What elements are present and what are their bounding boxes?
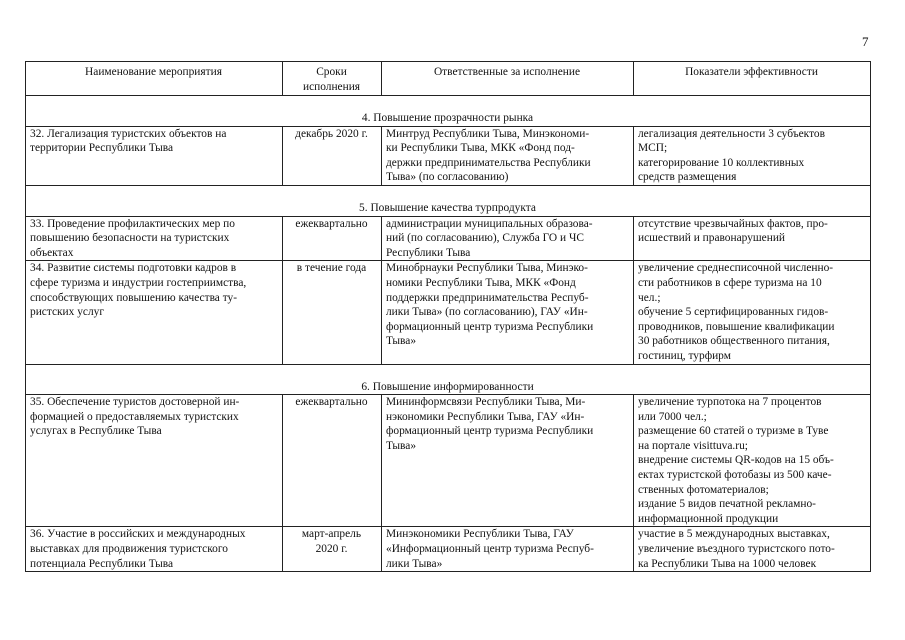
cell-text-line: лики Тыва» — [386, 557, 443, 570]
cell-text-line: Республики Тыва — [386, 246, 471, 259]
cell-responsible — [382, 126, 634, 185]
cell-text-line: 36. Участие в российских и международных — [30, 528, 246, 541]
cell-text-line: поддержки предпринимательства Респуб- — [386, 291, 589, 304]
cell-text-line: ственных фотоматериалов; — [638, 483, 769, 496]
cell-indicators — [634, 216, 871, 261]
cell-text-line: объектах — [30, 246, 74, 259]
cell-text-line: увеличение турпотока на 7 процентов — [638, 396, 822, 409]
cell-text-line: «Информационный центр туризма Респуб- — [386, 543, 594, 556]
cell-text-line: потенциала Республики Тыва — [30, 557, 174, 570]
cell-text-line: Мининформсвязи Республики Тыва, Ми- — [386, 396, 586, 409]
header-responsible — [382, 62, 634, 96]
cell-text-line: лики Тыва» (по согласованию), ГАУ «Ин- — [386, 306, 588, 319]
cell-text-line: формацией о предоставляемых туристских — [30, 410, 239, 423]
cell-text-line: Наименование мероприятия — [85, 66, 222, 78]
cell-text-line: увеличение среднесписочной численно- — [638, 262, 834, 275]
cell-indicators — [634, 261, 871, 364]
cell-text-line: издание 5 видов печатной рекламно- — [638, 498, 816, 511]
table-row — [26, 261, 871, 364]
cell-text-line: сфере туризма и индустрии гостеприимства, — [30, 276, 247, 289]
section-title: 4. Повышение прозрачности рынка — [26, 111, 871, 126]
cell-text-line: повышению безопасности на туристских — [30, 232, 230, 245]
cell-text-line: Ответственные за исполнение — [433, 66, 581, 78]
cell-text-line: сти работников в сфере туризма на 10 — [638, 276, 822, 289]
cell-text-line: информационной продукции — [638, 512, 779, 525]
cell-indicators — [634, 126, 871, 185]
cell-text-line: Минобрнауки Республики Тыва, Минэко- — [386, 262, 588, 275]
cell-term — [283, 216, 382, 261]
cell-text-line: 34. Развитие системы подготовки кадров в — [30, 262, 237, 275]
section-spacer — [26, 364, 871, 380]
cell-name — [26, 216, 283, 261]
cell-text-line: 30 работников общественного питания, — [638, 335, 830, 348]
cell-text-line: декабрь 2020 г. — [295, 127, 368, 140]
section-heading — [26, 380, 871, 395]
cell-text-line: средств размещения — [638, 171, 737, 184]
cell-text-line: номики Республики Тыва, МКК «Фонд — [386, 276, 576, 289]
cell-text-line: на портале visittuva.ru; — [638, 439, 748, 452]
cell-name — [26, 126, 283, 185]
cell-name — [26, 395, 283, 527]
cell-text-line: 32. Легализация туристских объектов на — [30, 127, 227, 140]
cell-text-line: или 7000 чел.; — [638, 410, 707, 423]
cell-text-line: администрации муниципальных образова- — [386, 217, 593, 230]
cell-text-line: территории Республики Тыва — [30, 142, 174, 155]
cell-text-line: исполнения — [302, 80, 361, 93]
cell-text-line: отсутствие чрезвычайных фактов, про- — [638, 217, 828, 230]
table-row — [26, 395, 871, 527]
cell-text-line: Тыва» — [386, 335, 417, 348]
measures-table — [25, 61, 871, 572]
cell-text-line: Показатели эффективности — [685, 66, 818, 78]
section-spacer — [26, 96, 871, 112]
cell-term — [283, 126, 382, 185]
cell-text-line: исшествий и правонарушений — [638, 232, 786, 245]
cell-text-line: способствующих повышению качества ту- — [30, 291, 238, 304]
cell-text-line: ристских услуг — [30, 306, 104, 319]
cell-indicators — [634, 395, 871, 527]
cell-text-line: ний (по согласованию), Служба ГО и ЧС — [386, 232, 584, 245]
section-title: 5. Повышение качества турпродукта — [26, 201, 871, 216]
cell-text-line: участие в 5 международных выставках, — [638, 528, 830, 541]
table-row — [26, 126, 871, 185]
cell-text-line: формационный центр туризма Республики — [386, 320, 594, 333]
cell-text-line: внедрение системы QR-кодов на 15 объ- — [638, 454, 834, 467]
cell-text-line: Тыва» — [386, 439, 417, 452]
page-number: 7 — [862, 34, 869, 49]
cell-text-line: формационный центр туризма Республики — [386, 425, 594, 438]
cell-responsible — [382, 261, 634, 364]
section-spacer — [26, 185, 871, 201]
cell-text-line: выставках для продвижения туристского — [30, 543, 228, 556]
header-indicators — [634, 62, 871, 96]
cell-text-line: МСП; — [638, 142, 668, 155]
cell-text-line: легализация деятельности 3 субъектов — [638, 127, 825, 140]
cell-text-line: категорирование 10 коллективных — [638, 156, 805, 169]
cell-text-line: ка Республики Тыва на 1000 человек — [638, 557, 817, 570]
cell-text-line: ки Республики Тыва, МКК «Фонд под- — [386, 142, 575, 155]
cell-responsible — [382, 395, 634, 527]
cell-responsible — [382, 216, 634, 261]
header-name — [26, 62, 283, 96]
cell-text-line: Тыва» (по согласованию) — [386, 171, 509, 184]
cell-term — [283, 395, 382, 527]
cell-text-line: проводников, повышение квалификации — [638, 320, 835, 333]
cell-text-line: в течение года — [296, 262, 367, 275]
cell-term — [283, 261, 382, 364]
cell-text-line: держки предпринимательства Республики — [386, 156, 591, 169]
cell-text-line: размещение 60 статей о туризме в Туве — [638, 425, 829, 438]
cell-text-line: нэкономики Республики Тыва, ГАУ «Ин- — [386, 410, 585, 423]
cell-text-line: гостиниц, турфирм — [638, 349, 731, 362]
cell-text-line: Минтруд Республики Тыва, Минэкономи- — [386, 127, 590, 140]
cell-text-line: Сроки — [316, 66, 347, 78]
section-title: 6. Повышение информированности — [26, 380, 871, 395]
cell-text-line: ектах туристской фотобазы из 500 каче- — [638, 469, 832, 482]
cell-text-line: чел.; — [638, 291, 661, 304]
cell-text-line: ежеквартально — [295, 396, 368, 409]
cell-responsible — [382, 527, 634, 572]
cell-text-line: услугах в Республике Тыва — [30, 425, 162, 438]
cell-text-line: 35. Обеспечение туристов достоверной ин- — [30, 396, 240, 409]
cell-term — [283, 527, 382, 572]
table-row — [26, 216, 871, 261]
cell-text-line: 33. Проведение профилактических мер по — [30, 217, 235, 230]
cell-indicators — [634, 527, 871, 572]
cell-text-line: ежеквартально — [295, 217, 368, 230]
cell-name — [26, 527, 283, 572]
cell-name — [26, 261, 283, 364]
section-heading — [26, 111, 871, 126]
cell-text-line: увеличение въездного туристского пото- — [638, 543, 835, 556]
cell-text-line: март-апрель — [301, 528, 362, 541]
section-heading — [26, 201, 871, 216]
cell-text-line: 2020 г. — [315, 543, 348, 556]
cell-text-line: Минэкономики Республики Тыва, ГАУ — [386, 528, 574, 541]
table-header-row — [26, 62, 871, 96]
cell-text-line: обучение 5 сертифицированных гидов- — [638, 306, 829, 319]
table-row — [26, 527, 871, 572]
header-term — [283, 62, 382, 96]
